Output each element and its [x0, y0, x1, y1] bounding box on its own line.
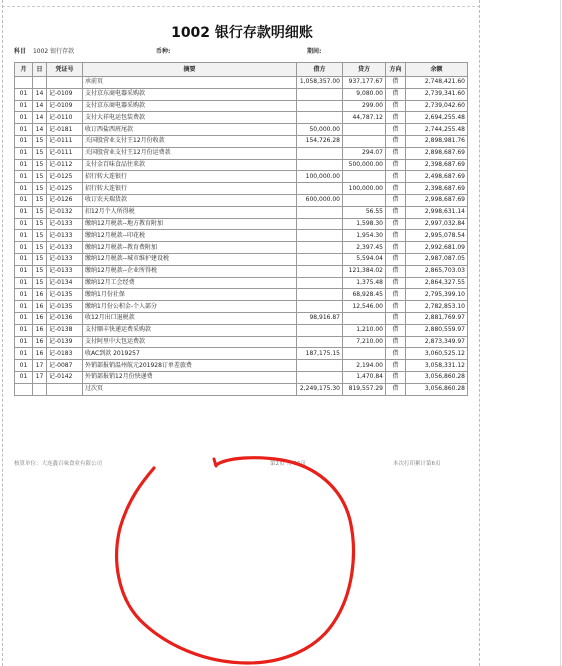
cell-summary: 关国股营业支付王12月份收款: [83, 135, 297, 147]
cell-debit: [297, 324, 343, 336]
table-row: [15, 348, 468, 360]
cell-debit: [297, 159, 343, 171]
cell-voucher: 记-0133: [47, 265, 83, 277]
cell-month: 01: [15, 312, 33, 324]
cell-balance: 2,795,399.10: [406, 289, 468, 301]
table-row: [15, 171, 468, 183]
cell-debit: [297, 277, 343, 289]
cell-debit: 50,000.00: [297, 124, 343, 136]
subject-meta: [14, 46, 74, 55]
table-row: [15, 77, 468, 89]
cell-direction: 借: [386, 360, 406, 372]
cell-summary: 支付京东商电器采购款: [83, 100, 297, 112]
table-row: [15, 124, 468, 136]
table-header-row: [15, 63, 468, 77]
cell-summary: 缴纳12月税款--印花税: [83, 230, 297, 242]
table-row: [15, 112, 468, 124]
cell-day: 15: [33, 147, 47, 159]
cell-month: 01: [15, 194, 33, 206]
cell-direction: 借: [386, 336, 406, 348]
cell-direction: 借: [386, 194, 406, 206]
cell-credit: 819,557.29: [343, 383, 386, 395]
cell-summary: 缴纳12月税款--城市维护建设税: [83, 253, 297, 265]
cell-credit: 44,787.12: [343, 112, 386, 124]
cell-voucher: 记-0181: [47, 124, 83, 136]
subject-value: 1002 银行存款: [32, 48, 75, 55]
col-voucher: 凭证号: [47, 63, 83, 77]
ledger-body: [15, 77, 468, 396]
cell-debit: [297, 88, 343, 100]
cell-day: 15: [33, 253, 47, 265]
cell-direction: 借: [386, 112, 406, 124]
cell-summary: 招行转大连银行: [83, 183, 297, 195]
ledger-table: [14, 62, 468, 396]
cell-day: 15: [33, 183, 47, 195]
cell-direction: 借: [386, 135, 406, 147]
cell-debit: [297, 371, 343, 383]
cell-debit: 154,726.28: [297, 135, 343, 147]
table-row: [15, 230, 468, 242]
cell-debit: [297, 336, 343, 348]
subject-label: 科目: [14, 48, 27, 55]
cell-day: 14: [33, 124, 47, 136]
cell-direction: 借: [386, 324, 406, 336]
currency-label: 币种:: [156, 48, 171, 55]
table-row: [15, 194, 468, 206]
cell-balance: 2,739,341.60: [406, 88, 468, 100]
cell-balance: 2,992,681.09: [406, 242, 468, 254]
cell-day: 15: [33, 171, 47, 183]
cell-summary: 支付金百味食品往来款: [83, 159, 297, 171]
cell-credit: [343, 194, 386, 206]
cell-direction: 借: [386, 277, 406, 289]
cell-voucher: [47, 77, 83, 89]
cell-credit: [343, 348, 386, 360]
cell-balance: 2,498,687.69: [406, 171, 468, 183]
cell-debit: [297, 206, 343, 218]
cell-voucher: 记-0111: [47, 147, 83, 159]
ledger-title: 1002 银行存款明细账: [171, 25, 313, 41]
cell-month: 01: [15, 253, 33, 265]
cell-day: 14: [33, 100, 47, 112]
cell-balance: 3,056,860.28: [406, 383, 468, 395]
cell-direction: 借: [386, 147, 406, 159]
cell-day: [33, 383, 47, 395]
cell-month: 01: [15, 206, 33, 218]
table-row: [15, 135, 468, 147]
cell-voucher: 记-0139: [47, 336, 83, 348]
cell-month: 01: [15, 124, 33, 136]
cell-credit: 299.00: [343, 100, 386, 112]
cell-balance: 2,864,327.55: [406, 277, 468, 289]
table-row: [15, 100, 468, 112]
table-row: [15, 265, 468, 277]
cell-day: 15: [33, 159, 47, 171]
cell-summary: 支付顺丰快递运费采购款: [83, 324, 297, 336]
cell-credit: [343, 124, 386, 136]
cell-day: 17: [33, 360, 47, 372]
col-summary: 摘要: [83, 63, 297, 77]
cell-summary: 外销部报销温州航元201928订单差旅费: [83, 360, 297, 372]
col-month: 月: [15, 63, 33, 77]
cell-day: 15: [33, 242, 47, 254]
cell-day: 16: [33, 301, 47, 313]
table-row: [15, 159, 468, 171]
cell-summary: 收订农天瑞货款: [83, 194, 297, 206]
cell-credit: 2,397.45: [343, 242, 386, 254]
cell-debit: [297, 183, 343, 195]
cell-day: 15: [33, 265, 47, 277]
cell-summary: 外销部报销12月份快递费: [83, 371, 297, 383]
cell-direction: 借: [386, 265, 406, 277]
cell-day: 16: [33, 336, 47, 348]
cell-debit: [297, 301, 343, 313]
table-row: [15, 218, 468, 230]
cell-month: 01: [15, 88, 33, 100]
col-direction: 方向: [386, 63, 406, 77]
cell-direction: 借: [386, 289, 406, 301]
cell-debit: 2,249,175.30: [297, 383, 343, 395]
cell-voucher: 记-0138: [47, 324, 83, 336]
cell-debit: [297, 230, 343, 242]
cell-day: 15: [33, 206, 47, 218]
cell-month: 01: [15, 324, 33, 336]
period-label: 期间:: [307, 48, 322, 55]
cell-summary: 关国股营业支付王12月份运费款: [83, 147, 297, 159]
cell-month: 01: [15, 265, 33, 277]
cell-balance: 2,997,032.84: [406, 218, 468, 230]
cell-debit: [297, 242, 343, 254]
cell-month: 01: [15, 230, 33, 242]
cell-summary: 缴纳12月税款--企业所得税: [83, 265, 297, 277]
cell-voucher: 记-0109: [47, 88, 83, 100]
cell-voucher: 记-0111: [47, 135, 83, 147]
cell-debit: 600,000.00: [297, 194, 343, 206]
cell-balance: 2,881,769.97: [406, 312, 468, 324]
table-row: [15, 147, 468, 159]
col-credit: 贷方: [343, 63, 386, 77]
cell-balance: 2,865,703.03: [406, 265, 468, 277]
cell-month: 01: [15, 301, 33, 313]
cell-balance: 2,998,687.69: [406, 194, 468, 206]
cell-voucher: 记-0133: [47, 230, 83, 242]
cell-voucher: [47, 383, 83, 395]
cell-debit: 1,058,357.00: [297, 77, 343, 89]
cell-voucher: 记-0132: [47, 206, 83, 218]
cell-debit: [297, 360, 343, 372]
cell-balance: 2,694,255.48: [406, 112, 468, 124]
cell-credit: [343, 171, 386, 183]
cell-month: 01: [15, 218, 33, 230]
cell-credit: 68,928.45: [343, 289, 386, 301]
cell-day: 16: [33, 289, 47, 301]
viewer-edge: [560, 0, 561, 666]
cell-direction: 借: [386, 206, 406, 218]
cell-voucher: 记-0087: [47, 360, 83, 372]
cell-direction: 借: [386, 312, 406, 324]
cell-month: 01: [15, 348, 33, 360]
cell-summary: 缴纳1月份社保: [83, 289, 297, 301]
cell-month: 01: [15, 100, 33, 112]
cell-voucher: 记-0135: [47, 301, 83, 313]
col-day: 日: [33, 63, 47, 77]
cell-summary: 承前页: [83, 77, 297, 89]
cell-summary: 招行转大连银行: [83, 171, 297, 183]
cell-debit: 98,916.87: [297, 312, 343, 324]
cell-direction: 借: [386, 100, 406, 112]
cell-credit: 56.55: [343, 206, 386, 218]
cell-balance: 3,058,331.12: [406, 360, 468, 372]
cell-day: 16: [33, 324, 47, 336]
cell-summary: 过次页: [83, 383, 297, 395]
cell-direction: 借: [386, 242, 406, 254]
cell-direction: 借: [386, 159, 406, 171]
table-row: [15, 289, 468, 301]
cell-credit: 1,375.48: [343, 277, 386, 289]
cell-credit: 100,000.00: [343, 183, 386, 195]
cell-summary: 收12月出口退税款: [83, 312, 297, 324]
cell-voucher: 记-0136: [47, 312, 83, 324]
cell-balance: 2,398,687.69: [406, 159, 468, 171]
cell-balance: 2,995,078.54: [406, 230, 468, 242]
table-row: [15, 242, 468, 254]
cell-credit: 9,080.00: [343, 88, 386, 100]
cell-direction: 借: [386, 124, 406, 136]
cell-direction: 借: [386, 253, 406, 265]
cell-month: 01: [15, 289, 33, 301]
cell-month: 01: [15, 371, 33, 383]
table-row: [15, 277, 468, 289]
cell-direction: 借: [386, 183, 406, 195]
table-row: [15, 253, 468, 265]
cell-credit: 2,194.00: [343, 360, 386, 372]
cell-credit: 294.07: [343, 147, 386, 159]
cell-balance: 2,782,853.10: [406, 301, 468, 313]
cell-credit: 1,470.84: [343, 371, 386, 383]
cell-credit: 1,598.30: [343, 218, 386, 230]
cell-balance: 2,898,687.69: [406, 147, 468, 159]
cell-voucher: 记-0125: [47, 171, 83, 183]
cell-day: 14: [33, 88, 47, 100]
cell-credit: 7,210.00: [343, 336, 386, 348]
footer-printed: 本次打印累计第6页: [393, 461, 441, 467]
cell-balance: 2,898,981.76: [406, 135, 468, 147]
cell-credit: [343, 135, 386, 147]
table-row: [15, 360, 468, 372]
cell-voucher: 记-0112: [47, 159, 83, 171]
cell-balance: 2,998,631.14: [406, 206, 468, 218]
cell-debit: [297, 218, 343, 230]
cell-balance: 3,056,860.28: [406, 371, 468, 383]
cell-balance: 2,987,087.05: [406, 253, 468, 265]
cell-month: 01: [15, 336, 33, 348]
cell-direction: 借: [386, 230, 406, 242]
cell-day: 15: [33, 277, 47, 289]
cell-debit: [297, 265, 343, 277]
cell-month: [15, 77, 33, 89]
table-row: [15, 301, 468, 313]
cell-balance: 3,060,525.12: [406, 348, 468, 360]
cell-debit: [297, 147, 343, 159]
cell-summary: 收AC到款 2019257: [83, 348, 297, 360]
cell-balance: 2,880,559.97: [406, 324, 468, 336]
cell-voucher: 记-0133: [47, 242, 83, 254]
cell-credit: 1,210.00: [343, 324, 386, 336]
cell-voucher: 记-0133: [47, 253, 83, 265]
cell-voucher: 记-0109: [47, 100, 83, 112]
cell-direction: 借: [386, 371, 406, 383]
period-meta: [307, 46, 326, 55]
cell-credit: 5,594.04: [343, 253, 386, 265]
footer-unit: 核算单位：大连鑫百味食业有限公司: [14, 461, 103, 467]
cell-day: 15: [33, 218, 47, 230]
cell-debit: 187,175.15: [297, 348, 343, 360]
table-row: [15, 312, 468, 324]
cell-credit: 500,000.00: [343, 159, 386, 171]
cell-credit: 1,954.30: [343, 230, 386, 242]
cell-day: 16: [33, 312, 47, 324]
table-row: [15, 371, 468, 383]
table-row: [15, 336, 468, 348]
cell-voucher: 记-0135: [47, 289, 83, 301]
cell-balance: 2,739,042.60: [406, 100, 468, 112]
table-row: [15, 324, 468, 336]
cell-balance: 2,744,255.48: [406, 124, 468, 136]
cell-credit: 937,177.67: [343, 77, 386, 89]
cell-voucher: 记-0110: [47, 112, 83, 124]
cell-month: 01: [15, 112, 33, 124]
cell-voucher: 记-0126: [47, 194, 83, 206]
cell-direction: 借: [386, 77, 406, 89]
cell-day: [33, 77, 47, 89]
cell-debit: [297, 100, 343, 112]
col-balance: 余额: [406, 63, 468, 77]
cell-day: 15: [33, 230, 47, 242]
table-row: [15, 383, 468, 395]
col-debit: 借方: [297, 63, 343, 77]
cell-summary: 支付大祥电运包装费款: [83, 112, 297, 124]
cell-summary: 缴纳12月工会经费: [83, 277, 297, 289]
cell-debit: 100,000.00: [297, 171, 343, 183]
cell-debit: [297, 253, 343, 265]
cell-voucher: 记-0133: [47, 218, 83, 230]
cell-credit: 12,546.00: [343, 301, 386, 313]
cell-summary: 缴纳1月份公积金-个人部分: [83, 301, 297, 313]
cell-summary: 扣12月个人所得税: [83, 206, 297, 218]
cell-summary: 支付阿里中大包运费款: [83, 336, 297, 348]
cell-day: 16: [33, 348, 47, 360]
cell-day: 17: [33, 371, 47, 383]
footer-page: 第2页 共 16页: [270, 461, 306, 467]
cell-summary: 缴纳12月税款--地方教育附加: [83, 218, 297, 230]
cell-direction: 借: [386, 88, 406, 100]
cell-day: 15: [33, 135, 47, 147]
cell-month: 01: [15, 171, 33, 183]
cell-voucher: 记-0142: [47, 371, 83, 383]
table-row: [15, 206, 468, 218]
cell-voucher: 记-0183: [47, 348, 83, 360]
cell-month: 01: [15, 277, 33, 289]
cell-direction: 借: [386, 301, 406, 313]
cell-direction: 借: [386, 218, 406, 230]
cell-direction: 借: [386, 348, 406, 360]
currency-meta: [156, 46, 175, 55]
cell-day: 14: [33, 112, 47, 124]
cell-direction: 借: [386, 383, 406, 395]
cell-month: 01: [15, 360, 33, 372]
cell-month: [15, 383, 33, 395]
cell-month: 01: [15, 159, 33, 171]
cell-balance: 2,748,421.60: [406, 77, 468, 89]
cell-summary: 缴纳12月税款--教育费附加: [83, 242, 297, 254]
cell-balance: 2,873,349.97: [406, 336, 468, 348]
table-row: [15, 183, 468, 195]
cell-day: 15: [33, 194, 47, 206]
cell-month: 01: [15, 242, 33, 254]
table-row: [15, 88, 468, 100]
cell-debit: [297, 112, 343, 124]
cell-voucher: 记-0125: [47, 183, 83, 195]
cell-month: 01: [15, 183, 33, 195]
cell-summary: 支付京东商电器采购款: [83, 88, 297, 100]
cell-credit: [343, 312, 386, 324]
cell-debit: [297, 289, 343, 301]
cell-credit: 121,384.02: [343, 265, 386, 277]
cell-month: 01: [15, 147, 33, 159]
cell-direction: 借: [386, 171, 406, 183]
cell-summary: 收订西盐西班尾款: [83, 124, 297, 136]
cell-month: 01: [15, 135, 33, 147]
cell-voucher: 记-0134: [47, 277, 83, 289]
cell-balance: 2,398,687.69: [406, 183, 468, 195]
